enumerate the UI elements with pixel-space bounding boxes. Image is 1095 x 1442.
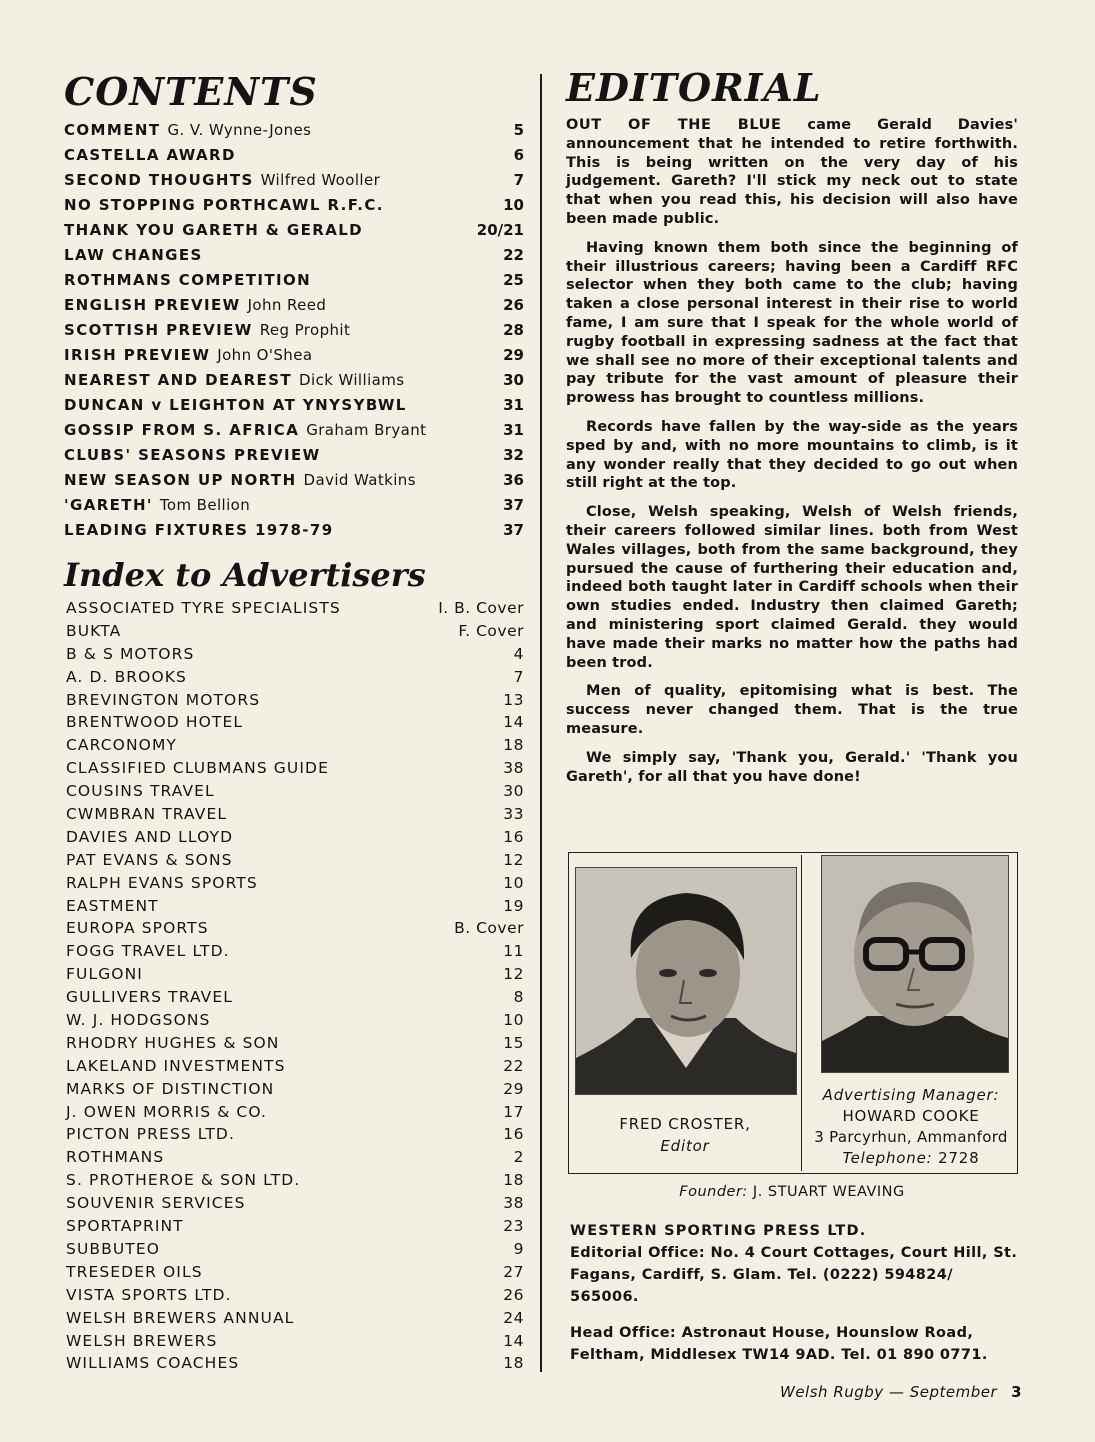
advertiser-page: 18: [503, 736, 524, 755]
contents-row: [64, 343, 524, 368]
advertiser-name: SOUVENIR SERVICES: [66, 1194, 246, 1213]
advertiser-page: 24: [503, 1308, 524, 1327]
contents-page: 32: [503, 446, 524, 464]
advertiser-row: [64, 895, 524, 918]
advertiser-page: 9: [513, 1239, 524, 1258]
advertiser-row: [64, 643, 524, 666]
contents-title: NO STOPPING PORTHCAWL R.F.C.: [64, 196, 384, 214]
contents-title: SECOND THOUGHTS: [64, 171, 254, 189]
advertisers-heading: Index to Advertisers: [64, 556, 426, 594]
advertiser-name: BUKTA: [66, 621, 122, 640]
contents-row: [64, 143, 524, 168]
advertiser-page: 7: [513, 667, 524, 686]
advertiser-name: W. J. HODGSONS: [66, 1011, 211, 1030]
advertiser-name: FULGONI: [66, 965, 143, 984]
advertiser-row: [64, 1078, 524, 1101]
advertiser-row: [64, 963, 524, 986]
contents-title: IRISH PREVIEW: [64, 346, 211, 364]
advertiser-row: [64, 689, 524, 712]
contents-page: 31: [503, 421, 524, 439]
contents-author: John Reed: [247, 296, 327, 314]
advertiser-name: BREVINGTON MOTORS: [66, 690, 261, 709]
photo-divider: [801, 855, 802, 1171]
advertiser-row: [64, 1192, 524, 1215]
advertiser-row: [64, 1009, 524, 1032]
contents-row: [64, 118, 524, 143]
advertiser-page: 8: [513, 988, 524, 1007]
advertiser-page: 29: [503, 1079, 524, 1098]
advertiser-name: RALPH EVANS SPORTS: [66, 873, 258, 892]
contents-author: Graham Bryant: [306, 421, 427, 439]
advertiser-row: [64, 1169, 524, 1192]
advertiser-page: 38: [503, 759, 524, 778]
contents-page: 37: [503, 496, 524, 514]
advertiser-page: F. Cover: [458, 621, 524, 640]
advertiser-row: [64, 757, 524, 780]
advertiser-name: WELSH BREWERS: [66, 1331, 218, 1350]
head-office: Head Office: Astronaut House, Hounslow Road, Feltham, Middlesex TW14 9AD. Tel. 01 890 0771.: [570, 1325, 988, 1363]
advertiser-name: RHODRY HUGHES & SON: [66, 1033, 280, 1052]
advertiser-name: SPORTAPRINT: [66, 1217, 184, 1236]
advertiser-name: CARCONOMY: [66, 736, 177, 755]
contents-author: Reg Prophit: [259, 321, 351, 339]
advertiser-page: 19: [503, 896, 524, 915]
editorial-lead: OUT OF THE BLUE: [566, 117, 782, 133]
contents-row: [64, 218, 524, 243]
publisher-block: [570, 1220, 1022, 1366]
editor-portrait-icon: [576, 868, 796, 1094]
advertiser-page: 27: [503, 1262, 524, 1281]
staff-photo-box: [568, 852, 1018, 1174]
contents-author: G. V. Wynne-Jones: [167, 121, 312, 139]
contents-title: CLUBS' SEASONS PREVIEW: [64, 446, 321, 464]
advertiser-page: 30: [503, 782, 524, 801]
contents-title: THANK YOU GARETH & GERALD: [64, 221, 364, 239]
advertiser-page: 2: [513, 1148, 524, 1167]
advertiser-page: 10: [503, 1011, 524, 1030]
advertiser-page: 10: [503, 873, 524, 892]
advertiser-row: [64, 666, 524, 689]
contents-page: 20/21: [476, 221, 524, 239]
contents-row: [64, 268, 524, 293]
advertiser-row: [64, 849, 524, 872]
advertiser-row: [64, 1055, 524, 1078]
advertiser-page: 18: [503, 1354, 524, 1373]
contents-list: [64, 118, 524, 543]
contents-title: ENGLISH PREVIEW: [64, 296, 241, 314]
advertiser-name: COUSINS TRAVEL: [66, 782, 215, 801]
contents-page: 36: [503, 471, 524, 489]
contents-row: [64, 193, 524, 218]
contents-row: [64, 318, 524, 343]
advertiser-row: [64, 1101, 524, 1124]
page-number: 3: [1011, 1383, 1022, 1401]
advertiser-row: [64, 597, 524, 620]
advertiser-row: [64, 803, 524, 826]
left-column: [64, 70, 524, 1375]
editorial-column: [566, 66, 1018, 796]
advertiser-row: [64, 1146, 524, 1169]
advertiser-row: [64, 1284, 524, 1307]
advertiser-page: 17: [503, 1102, 524, 1121]
advertiser-page: 33: [503, 805, 524, 824]
advertiser-page: 16: [503, 1125, 524, 1144]
advertiser-name: PICTON PRESS LTD.: [66, 1125, 235, 1144]
contents-page: 30: [503, 371, 524, 389]
advertiser-page: 4: [513, 644, 524, 663]
founder-line: Founder: J. STUART WEAVING: [679, 1184, 905, 1200]
advertiser-name: WELSH BREWERS ANNUAL: [66, 1308, 295, 1327]
contents-title: CASTELLA AWARD: [64, 146, 236, 164]
contents-page: 6: [513, 146, 524, 164]
editorial-paragraph: OUT OF THE BLUE came Gerald Davies' announcement that he intended to retire forthwith. This is being written on the very day of his judgement. Gareth? I'll stick my neck out to state that when you read this, his decision will also have been made public.: [566, 117, 1018, 227]
advertiser-page: B. Cover: [454, 919, 524, 938]
adv-manager-caption: Advertising Manager: HOWARD COOKE 3 Parcyrhun, Ammanford Telephone: 2728: [814, 1086, 1008, 1167]
advertiser-row: [64, 940, 524, 963]
publisher-name: WESTERN SPORTING PRESS LTD.: [570, 1223, 867, 1239]
contents-author: John O'Shea: [217, 346, 313, 364]
advertiser-row: [64, 734, 524, 757]
advertisers-list: [64, 597, 524, 1375]
contents-page: 26: [503, 296, 524, 314]
advertiser-row: [64, 1352, 524, 1375]
advertiser-row: [64, 1215, 524, 1238]
advertiser-page: 15: [503, 1033, 524, 1052]
advertiser-page: 11: [503, 942, 524, 961]
advertiser-name: CLASSIFIED CLUBMANS GUIDE: [66, 759, 329, 778]
advertiser-name: BRENTWOOD HOTEL: [66, 713, 244, 732]
contents-page: 31: [503, 396, 524, 414]
advertiser-name: GULLIVERS TRAVEL: [66, 988, 233, 1007]
advertiser-row: [64, 1261, 524, 1284]
contents-row: [64, 293, 524, 318]
contents-title: DUNCAN v LEIGHTON AT YNYSYBWL: [64, 396, 407, 414]
contents-row: [64, 368, 524, 393]
contents-row: [64, 168, 524, 193]
advertiser-row: [64, 1307, 524, 1330]
advertiser-page: 12: [503, 965, 524, 984]
contents-title: SCOTTISH PREVIEW: [64, 321, 253, 339]
advertiser-name: EUROPA SPORTS: [66, 919, 209, 938]
advertiser-page: 26: [503, 1285, 524, 1304]
advertiser-name: DAVIES AND LLOYD: [66, 827, 234, 846]
contents-title: COMMENT: [64, 121, 161, 139]
advertiser-name: MARKS OF DISTINCTION: [66, 1079, 275, 1098]
advertiser-row: [64, 826, 524, 849]
editorial-office: Editorial Office: No. 4 Court Cottages, Court Hill, St. Fagans, Cardiff, S. Glam. Tel. (0222) 594824/ 565006.: [570, 1245, 1018, 1305]
advertiser-name: A. D. BROOKS: [66, 667, 187, 686]
advertiser-name: TRESEDER OILS: [66, 1262, 203, 1281]
contents-row: [64, 493, 524, 518]
contents-row: [64, 418, 524, 443]
advertiser-name: ASSOCIATED TYRE SPECIALISTS: [66, 599, 341, 617]
contents-page: 5: [513, 121, 524, 139]
contents-row: [64, 393, 524, 418]
advertiser-page: 23: [503, 1217, 524, 1236]
page-footer: [780, 1383, 1022, 1401]
contents-title: NEAREST AND DEAREST: [64, 371, 293, 389]
adv-manager-photo: [821, 855, 1009, 1073]
advertiser-page: 12: [503, 850, 524, 869]
advertiser-row: [64, 1032, 524, 1055]
contents-heading: CONTENTS: [64, 69, 318, 114]
advertiser-row: [64, 1330, 524, 1353]
contents-title: LAW CHANGES: [64, 246, 203, 264]
editorial-paragraph: Men of quality, epitomising what is best. The success never changed them. That is the true measure.: [566, 683, 1018, 737]
editorial-paragraph: Having known them both since the beginning of their illustrious careers; having been a Cardiff RFC selector when they both came to the club; having taken a close personal interest in their rise to world fame, I am sure that I speak for the whole world of rugby football in expressing sadness at the fact that we shall see no more of their exceptional talents and pay tribute for the vast amount of pleasure their prowess has brought to countless millions.: [566, 239, 1018, 407]
advertiser-name: WILLIAMS COACHES: [66, 1354, 240, 1373]
advertiser-page: 16: [503, 827, 524, 846]
contents-title: NEW SEASON UP NORTH: [64, 471, 297, 489]
contents-row: [64, 243, 524, 268]
contents-page: 29: [503, 346, 524, 364]
contents-page: 10: [503, 196, 524, 214]
advertiser-row: [64, 917, 524, 940]
advertiser-row: [64, 1238, 524, 1261]
contents-title: 'GARETH': [64, 496, 153, 514]
advertiser-page: 22: [503, 1056, 524, 1075]
contents-row: [64, 443, 524, 468]
editor-caption: FRED CROSTER, Editor: [619, 1115, 751, 1155]
advertiser-row: [64, 986, 524, 1009]
contents-title: LEADING FIXTURES 1978-79: [64, 521, 334, 539]
advertiser-name: SUBBUTEO: [66, 1239, 161, 1258]
advertiser-page: 38: [503, 1194, 524, 1213]
advertiser-name: J. OWEN MORRIS & CO.: [66, 1102, 268, 1121]
advertiser-page: I. B. Cover: [438, 599, 524, 617]
contents-page: 28: [503, 321, 524, 339]
contents-page: 25: [503, 271, 524, 289]
contents-title: GOSSIP FROM S. AFRICA: [64, 421, 300, 439]
contents-author: David Watkins: [303, 471, 416, 489]
editorial-paragraph: We simply say, 'Thank you, Gerald.' 'Thank you Gareth', for all that you have done!: [566, 749, 1018, 785]
advertiser-page: 18: [503, 1171, 524, 1190]
advertiser-page: 14: [503, 713, 524, 732]
contents-title: ROTHMANS COMPETITION: [64, 271, 312, 289]
contents-author: Dick Williams: [299, 371, 405, 389]
editorial-paragraph: Close, Welsh speaking, Welsh of Welsh friends, their careers followed similar lines. both from West Wales villages, both from the same background, they pursued the cause of furthering their education and, indeed both taught later in Cardiff schools when their own studies ended. Industry then claimed Gareth; and ministering sport claimed Gerald. they would have made their marks no matter how the paths had been trod.: [566, 504, 1018, 671]
adv-manager-portrait-icon: [822, 856, 1008, 1072]
column-divider: [540, 74, 542, 1372]
advertiser-name: ROTHMANS: [66, 1148, 165, 1167]
advertiser-name: EASTMENT: [66, 896, 159, 915]
editor-photo: [575, 867, 797, 1095]
running-title: Welsh Rugby — September: [780, 1383, 998, 1401]
advertiser-row: [64, 872, 524, 895]
advertiser-name: LAKELAND INVESTMENTS: [66, 1056, 286, 1075]
advertiser-page: 14: [503, 1331, 524, 1350]
editorial-paragraph: Records have fallen by the way-side as the years sped by and, with no more mountains to climb, is it any wonder really that they decided to go out when still right at the top.: [566, 418, 1018, 492]
advertiser-page: 13: [503, 690, 524, 709]
advertiser-row: [64, 711, 524, 734]
advertiser-name: FOGG TRAVEL LTD.: [66, 942, 230, 961]
contents-page: 7: [513, 171, 524, 189]
contents-author: Tom Bellion: [159, 496, 251, 514]
contents-page: 22: [503, 246, 524, 264]
advertiser-name: PAT EVANS & SONS: [66, 850, 233, 869]
advertiser-row: [64, 780, 524, 803]
advertiser-row: [64, 1123, 524, 1146]
editorial-heading: EDITORIAL: [566, 65, 822, 110]
contents-author: Wilfred Wooller: [260, 171, 381, 189]
contents-row: [64, 518, 524, 543]
contents-page: 37: [503, 521, 524, 539]
advertiser-row: [64, 620, 524, 643]
advertiser-name: S. PROTHEROE & SON LTD.: [66, 1171, 301, 1190]
advertiser-name: CWMBRAN TRAVEL: [66, 805, 228, 824]
contents-row: [64, 468, 524, 493]
advertiser-name: VISTA SPORTS LTD.: [66, 1285, 232, 1304]
advertiser-name: B & S MOTORS: [66, 644, 195, 663]
